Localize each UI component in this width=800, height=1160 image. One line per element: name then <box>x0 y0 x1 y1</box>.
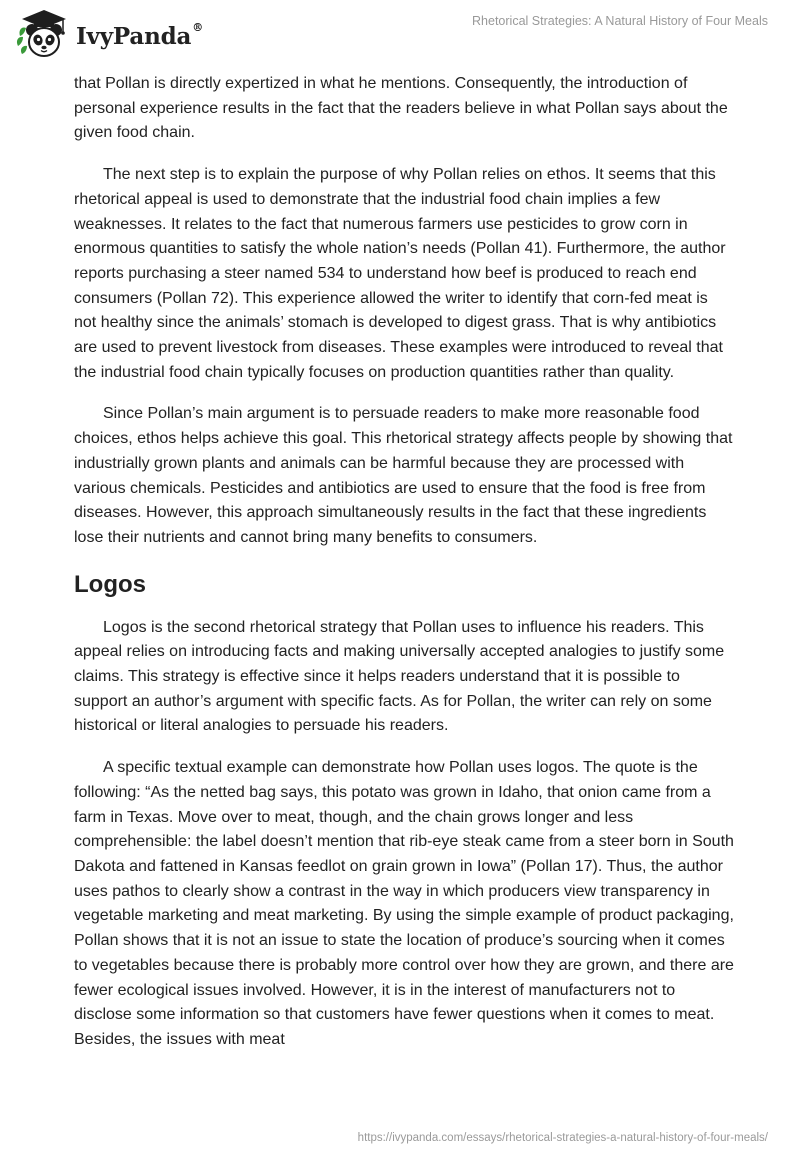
brand-name-text: IvyPanda <box>76 22 192 50</box>
registered-mark: ® <box>192 20 203 34</box>
brand-logo[interactable] <box>16 8 203 60</box>
section-heading-logos: Logos <box>74 570 146 598</box>
brand-name <box>76 20 203 50</box>
essay-body <box>74 72 734 1070</box>
panda-graduate-icon <box>16 8 72 60</box>
paragraph-logos-intro: Logos is the second rhetorical strategy that Pollan uses to influence his readers. This appeal relies on introducing facts and making universally accepted analogies to justify some claims. This strategy is effective since it helps readers understand that it is possible to support an author’s argument with specific facts. As for Pollan, the writer can rely on some historical or literal analogies to persuade his readers. <box>74 618 725 735</box>
document-title: Rhetorical Strategies: A Natural History of Four Meals <box>472 14 768 28</box>
page-header <box>0 0 800 70</box>
source-url: https://ivypanda.com/essays/rhetorical-strategies-a-natural-history-of-four-meals/ <box>357 1132 768 1144</box>
paragraph-logos-example: A specific textual example can demonstrate how Pollan uses logos. The quote is the following: “As the netted bag says, this potato was grown in Idaho, that onion came from a farm in Texas. Move over to meat, though, and the chain grows longer and less comprehensible: the label doesn’t mention that rib-eye steak came from a steer born in South Dakota and fattened in Kansas feedlot on grain grown in Iowa” (Pollan 17). Thus, the author uses pathos to clearly show a contrast in the way in which producers view transparency in vegetable marketing and meat marketing. By using the simple example of product packaging, Pollan shows that it is not an issue to state the location of produce’s sourcing when it comes to vegetables because there is probably more control over how they are grown, and there are fewer ecological issues involved. However, it is in the interest of manufacturers not to disclose some information so that customers have fewer questions when it comes to meat. Besides, the issues with meat <box>74 759 734 1048</box>
paragraph-continuation: that Pollan is directly expertized in what he mentions. Consequently, the introduction of personal experience results in the fact that the readers believe in what Pollan says about the given food chain. <box>74 75 728 142</box>
paragraph-ethos-goal: Since Pollan’s main argument is to persuade readers to make more reasonable food choices, ethos helps achieve this goal. This rhetorical strategy affects people by showing that industrially grown plants and animals can be harmful because they are processed with various chemicals. Pesticides and antibiotics are used to ensure that the food is free from diseases. However, this approach simultaneously results in the fact that these ingredients lose their nutrients and cannot bring many benefits to consumers. <box>74 405 733 546</box>
paragraph-ethos-purpose: The next step is to explain the purpose of why Pollan relies on ethos. It seems that this rhetorical appeal is used to demonstrate that the industrial food chain implies a few weaknesses. It relates to the fact that numerous farmers use pesticides to grow corn in enormous quantities to satisfy the whole nation’s needs (Pollan 41). Furthermore, the author reports purchasing a steer named 534 to understand how beef is produced to reach end consumers (Pollan 72). This experience allowed the writer to identify that corn-fed meat is not healthy since the animals’ stomach is developed to digest grass. That is why antibiotics are used to prevent livestock from diseases. These examples were introduced to reveal that the industrial food chain typically focuses on production quantities rather than quality. <box>74 166 726 381</box>
